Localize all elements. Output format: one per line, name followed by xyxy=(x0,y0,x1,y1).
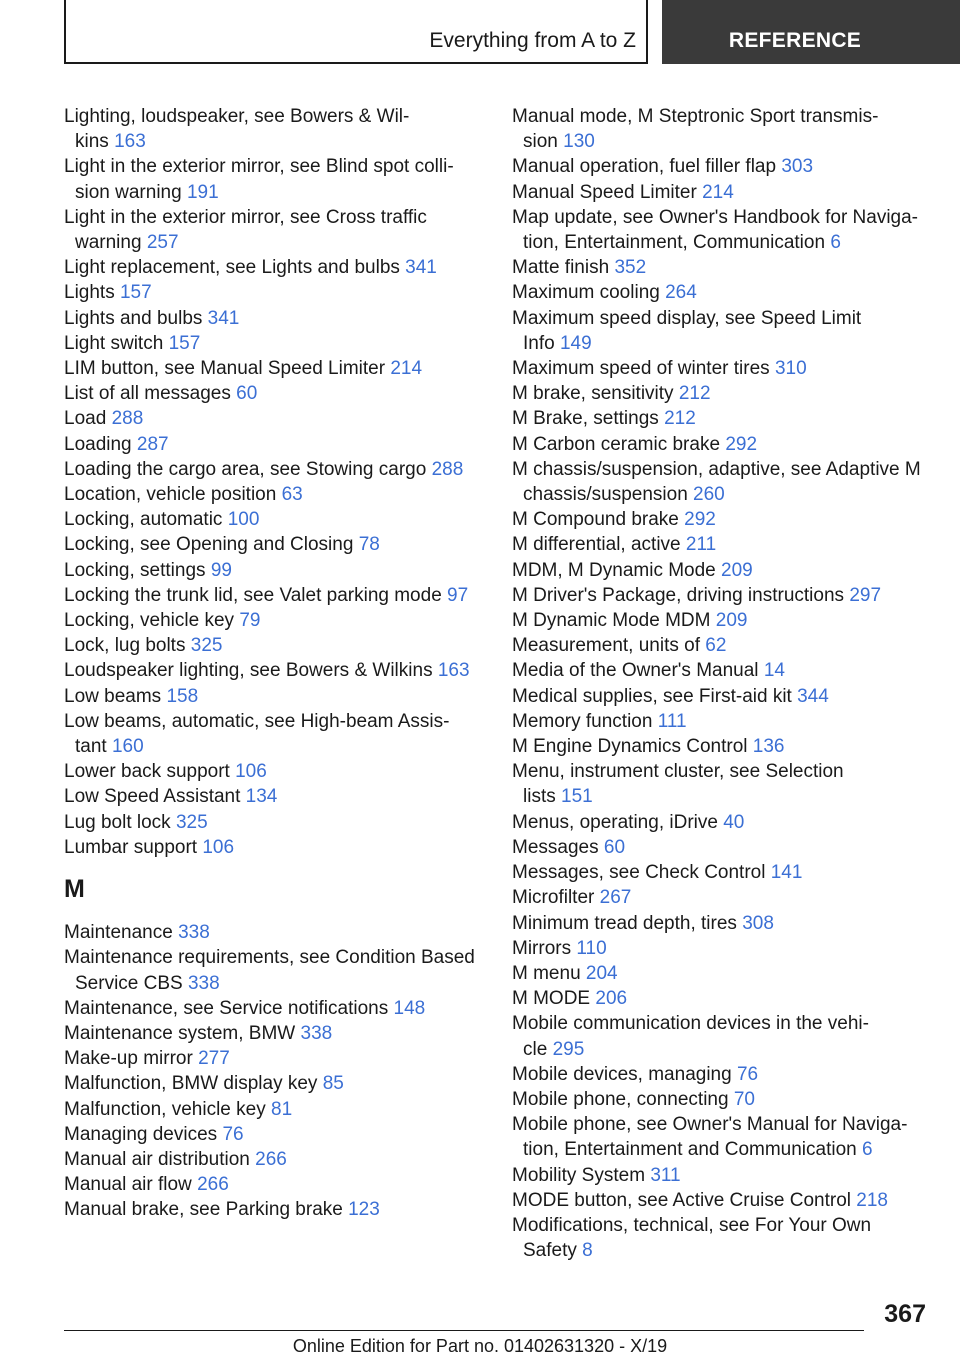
index-entry xyxy=(64,406,492,431)
entry-term: Malfunction, BMW display key xyxy=(64,1073,318,1095)
index-entry xyxy=(64,658,492,683)
page-link[interactable]: 295 xyxy=(552,1038,585,1060)
page-link[interactable]: 136 xyxy=(752,736,785,758)
entry-term-continued: tion, Entertainment, Communication xyxy=(523,232,826,254)
page-link[interactable]: 163 xyxy=(437,660,470,682)
index-entry xyxy=(512,885,932,910)
entry-term: Low beams xyxy=(64,685,162,707)
page-link[interactable]: 218 xyxy=(856,1189,888,1211)
entry-term: M MODE xyxy=(512,988,591,1010)
index-entry xyxy=(512,658,932,683)
index-entry xyxy=(64,835,492,860)
entry-term: Matte finish xyxy=(512,257,610,279)
index-entry xyxy=(512,911,932,936)
entry-term: M differential, active xyxy=(512,534,681,556)
page-link[interactable]: 149 xyxy=(559,332,592,354)
entry-term: Lighting, loudspeaker, see Bowers & Wil- xyxy=(64,106,410,127)
entry-term: Light in the exterior mirror, see Cross traffic xyxy=(64,206,427,228)
entry-term: Maximum speed of winter tires xyxy=(512,358,770,380)
page-link[interactable]: 6 xyxy=(862,1139,873,1161)
index-entry xyxy=(512,684,932,709)
page-link[interactable]: 85 xyxy=(322,1073,344,1095)
entry-term-continued: cle xyxy=(523,1038,548,1060)
index-entry xyxy=(64,558,492,583)
index-entry xyxy=(512,1213,932,1263)
index-entry xyxy=(512,558,932,583)
entry-term: M Driver's Package, driving instructions xyxy=(512,584,845,606)
entry-term: Minimum tread depth, tires xyxy=(512,912,737,934)
page-number: 367 xyxy=(884,1300,926,1328)
page-link[interactable]: 148 xyxy=(393,997,426,1019)
page-link[interactable]: 99 xyxy=(210,559,232,581)
page-link[interactable]: 292 xyxy=(684,509,716,531)
page-link[interactable]: 206 xyxy=(595,988,628,1010)
index-entry xyxy=(64,684,492,709)
page-link[interactable]: 338 xyxy=(187,972,220,994)
entry-term-continued: Service CBS xyxy=(75,972,183,994)
entry-term: Maximum cooling xyxy=(512,282,660,304)
entry-term: Microfilter xyxy=(512,887,595,909)
index-entry xyxy=(512,205,932,255)
entry-term: Load xyxy=(64,408,107,430)
entry-term: M Carbon ceramic brake xyxy=(512,433,721,455)
section-title: REFERENCE xyxy=(728,29,862,52)
entry-term: Managing devices xyxy=(64,1123,218,1145)
entry-term: Maintenance requirements, see Condition Based xyxy=(64,947,475,969)
entry-term: M Dynamic Mode MDM xyxy=(512,610,711,632)
index-entry xyxy=(64,1071,492,1096)
page-link[interactable]: 123 xyxy=(348,1199,380,1221)
entry-term: Lights and bulbs xyxy=(64,307,203,329)
index-entry xyxy=(64,255,492,280)
index-entry xyxy=(512,1112,932,1162)
page-link[interactable]: 60 xyxy=(236,383,258,405)
page-link[interactable]: 264 xyxy=(665,282,697,304)
page-link[interactable]: 267 xyxy=(599,887,632,909)
entry-term: Malfunction, vehicle key xyxy=(64,1098,266,1120)
page-link[interactable]: 311 xyxy=(650,1164,681,1186)
page-link[interactable]: 134 xyxy=(245,786,278,808)
entry-term: Menu, instrument cluster, see Selection xyxy=(512,761,844,783)
index-entry xyxy=(64,633,492,658)
entry-term: MDM, M Dynamic Mode xyxy=(512,559,716,581)
entry-term: Mobile phone, connecting xyxy=(512,1088,729,1110)
index-entry xyxy=(64,457,492,482)
entry-term: Lock, lug bolts xyxy=(64,635,186,657)
entry-term: Manual operation, fuel filler flap xyxy=(512,156,777,178)
page-link[interactable]: 158 xyxy=(166,685,199,707)
entry-term: Map update, see Owner's Handbook for Naviga- xyxy=(512,206,919,228)
index-entry xyxy=(64,1122,492,1147)
page-link[interactable]: 6 xyxy=(830,232,841,254)
entry-term-continued: warning xyxy=(75,232,142,254)
index-entry xyxy=(64,709,492,759)
entry-term-continued: sion warning xyxy=(75,181,182,203)
page-link[interactable]: 191 xyxy=(186,181,219,203)
page-link[interactable]: 257 xyxy=(146,232,179,254)
index-entry xyxy=(64,154,492,204)
chapter-tab xyxy=(64,0,648,64)
index-entry xyxy=(512,961,932,986)
page-link[interactable]: 214 xyxy=(702,181,734,203)
page-link[interactable]: 157 xyxy=(168,332,201,354)
index-entry xyxy=(512,860,932,885)
index-entry xyxy=(64,1097,492,1122)
page-link[interactable]: 211 xyxy=(685,534,717,556)
index-entry xyxy=(64,1021,492,1046)
index-entry xyxy=(64,306,492,331)
entry-term: Locking, vehicle key xyxy=(64,610,235,632)
index-entry xyxy=(512,381,932,406)
entry-term: Light replacement, see Lights and bulbs xyxy=(64,257,400,279)
index-entry xyxy=(512,457,932,507)
page-header xyxy=(64,0,960,64)
page-link[interactable]: 60 xyxy=(603,836,626,858)
index-entry xyxy=(512,734,932,759)
entry-term: Mobile devices, managing xyxy=(512,1063,732,1085)
entry-term: Mobile communication devices in the vehi- xyxy=(512,1013,869,1035)
index-entry xyxy=(64,996,492,1021)
index-entry xyxy=(512,1087,932,1112)
page-link[interactable]: 209 xyxy=(715,610,748,632)
page-link[interactable]: 266 xyxy=(255,1148,287,1170)
entry-term: Loudspeaker lighting, see Bowers & Wilkins xyxy=(64,660,433,682)
page-link[interactable]: 78 xyxy=(358,534,380,556)
index-column-left xyxy=(64,104,492,1223)
entry-term: M chassis/suspension, adaptive, see Adaptive M xyxy=(512,458,921,480)
entry-term-continued: tion, Entertainment and Communication xyxy=(523,1139,857,1161)
entry-term: Messages, see Check Control xyxy=(512,862,766,884)
entry-term: Locking, settings xyxy=(64,559,206,581)
footer-divider xyxy=(64,1330,864,1331)
page-link[interactable]: 97 xyxy=(447,584,469,606)
entry-term: Mobile phone, see Owner's Manual for Naviga- xyxy=(512,1114,908,1136)
index-entry xyxy=(64,1172,492,1197)
page-link[interactable]: 310 xyxy=(774,358,807,380)
index-entry xyxy=(512,1188,932,1213)
index-entry xyxy=(512,532,932,557)
page-link[interactable]: 288 xyxy=(431,458,464,480)
page-link[interactable]: 338 xyxy=(300,1022,333,1044)
page-link[interactable]: 212 xyxy=(664,408,696,430)
index-entry xyxy=(512,406,932,431)
index-column-right xyxy=(512,104,932,1263)
index-entry xyxy=(64,507,492,532)
page-link[interactable]: 287 xyxy=(136,433,169,455)
index-entry xyxy=(64,920,492,945)
footer-edition: Online Edition for Part no. 01402631320 - X/19 xyxy=(292,1336,668,1356)
index-entry xyxy=(512,633,932,658)
index-entry xyxy=(64,784,492,809)
page-link[interactable]: 204 xyxy=(585,962,618,984)
page-link[interactable]: 325 xyxy=(190,635,223,657)
entry-term: M Brake, settings xyxy=(512,408,659,430)
page-link[interactable]: 81 xyxy=(271,1098,293,1120)
entry-term: LIM button, see Manual Speed Limiter xyxy=(64,358,386,380)
entry-term: Manual brake, see Parking brake xyxy=(64,1199,343,1221)
entry-term: Make-up mirror xyxy=(64,1048,193,1070)
index-entry xyxy=(512,759,932,809)
section-tab xyxy=(662,0,960,64)
entry-term-continued: chassis/suspension xyxy=(523,484,688,506)
page-link[interactable]: 209 xyxy=(721,559,753,581)
page-link[interactable]: 352 xyxy=(614,257,647,279)
page-link[interactable]: 106 xyxy=(202,836,235,858)
page-link[interactable]: 141 xyxy=(770,862,803,884)
page-link[interactable]: 325 xyxy=(175,811,208,833)
entry-term: Locking, automatic xyxy=(64,509,223,531)
entry-term: Locking, see Opening and Closing xyxy=(64,534,354,556)
entry-term: List of all messages xyxy=(64,383,231,405)
page-link[interactable]: 288 xyxy=(111,408,144,430)
index-entry xyxy=(64,205,492,255)
entry-term: Manual Speed Limiter xyxy=(512,181,697,203)
page-link[interactable]: 62 xyxy=(705,635,727,657)
page-link[interactable]: 76 xyxy=(222,1123,244,1145)
page-link[interactable]: 260 xyxy=(693,484,725,506)
index-entry xyxy=(64,331,492,356)
page-link[interactable]: 266 xyxy=(197,1174,229,1196)
index-entry xyxy=(512,255,932,280)
entry-term: Lug bolt lock xyxy=(64,811,171,833)
chapter-title: Everything from A to Z xyxy=(429,29,636,52)
entry-term: Low beams, automatic, see High-beam Assis- xyxy=(64,710,450,732)
entry-term-continued: sion xyxy=(523,131,558,153)
entry-term: Manual mode, M Steptronic Sport transmis- xyxy=(512,106,879,127)
index-entry xyxy=(512,1062,932,1087)
page-link[interactable]: 292 xyxy=(725,433,758,455)
entry-term: M brake, sensitivity xyxy=(512,383,674,405)
page-link[interactable]: 341 xyxy=(405,257,437,279)
index-entry xyxy=(64,280,492,305)
page-link[interactable]: 8 xyxy=(582,1240,593,1262)
entry-term-continued: lists xyxy=(523,786,556,808)
entry-term: Menus, operating, iDrive xyxy=(512,811,718,833)
index-entry xyxy=(64,583,492,608)
index-entry xyxy=(64,381,492,406)
index-list-m-continued xyxy=(512,104,932,1263)
entry-term-continued: tant xyxy=(75,736,107,758)
page-link[interactable]: 110 xyxy=(576,937,607,959)
index-entry xyxy=(64,482,492,507)
index-entry xyxy=(512,936,932,961)
index-entry xyxy=(512,810,932,835)
index-entry xyxy=(64,945,492,995)
entry-term: Maintenance, see Service notifications xyxy=(64,997,389,1019)
page-link[interactable]: 70 xyxy=(733,1088,755,1110)
page-link[interactable]: 160 xyxy=(111,736,144,758)
entry-term: Maintenance xyxy=(64,922,173,944)
index-entry xyxy=(512,356,932,381)
index-entry xyxy=(512,709,932,734)
page-link[interactable]: 214 xyxy=(390,358,423,380)
index-entry xyxy=(64,432,492,457)
entry-term: M menu xyxy=(512,962,581,984)
index-entry xyxy=(64,1197,492,1222)
index-entry xyxy=(64,608,492,633)
entry-term-continued: kins xyxy=(75,131,109,153)
index-entry xyxy=(512,1011,932,1061)
page-link[interactable]: 14 xyxy=(763,660,785,682)
entry-term-continued: Info xyxy=(523,332,555,354)
entry-term: Lower back support xyxy=(64,761,230,783)
index-entry xyxy=(512,608,932,633)
entry-term: Maintenance system, BMW xyxy=(64,1022,296,1044)
index-entry xyxy=(64,532,492,557)
index-entry xyxy=(512,835,932,860)
index-entry xyxy=(512,180,932,205)
page-link[interactable]: 79 xyxy=(239,610,261,632)
page-link[interactable]: 297 xyxy=(849,584,882,606)
index-entry xyxy=(64,356,492,381)
page-link[interactable]: 212 xyxy=(678,383,711,405)
page-link[interactable]: 338 xyxy=(178,922,210,944)
index-entry xyxy=(512,306,932,356)
page-link[interactable]: 130 xyxy=(563,131,595,153)
index-entry xyxy=(64,104,492,154)
index-entry xyxy=(64,1147,492,1172)
index-entry xyxy=(512,507,932,532)
page-link[interactable]: 303 xyxy=(781,156,814,178)
page-link[interactable]: 344 xyxy=(797,685,829,707)
entry-term: Loading xyxy=(64,433,132,455)
page-link[interactable]: 157 xyxy=(119,282,152,304)
page-link[interactable]: 100 xyxy=(227,509,260,531)
index-entry xyxy=(512,583,932,608)
entry-term: Media of the Owner's Manual xyxy=(512,660,759,682)
entry-term: M Compound brake xyxy=(512,509,679,531)
entry-term: Mirrors xyxy=(512,937,572,959)
index-entry xyxy=(512,280,932,305)
index-entry xyxy=(512,154,932,179)
page-link[interactable]: 308 xyxy=(742,912,774,934)
index-list-l xyxy=(64,104,492,860)
entry-term: Modifications, technical, see For Your Own xyxy=(512,1214,872,1236)
index-list-m xyxy=(64,920,492,1222)
entry-term: Manual air distribution xyxy=(64,1148,250,1170)
page-link[interactable]: 40 xyxy=(723,811,745,833)
index-entry xyxy=(512,986,932,1011)
entry-term: Lumbar support xyxy=(64,836,198,858)
entry-term: Loading the cargo area, see Stowing cargo xyxy=(64,458,427,480)
entry-term: Maximum speed display, see Speed Limit xyxy=(512,307,862,329)
entry-term: Lights xyxy=(64,282,115,304)
entry-term: Low Speed Assistant xyxy=(64,786,241,808)
page-link[interactable]: 76 xyxy=(736,1063,759,1085)
entry-term: Locking the trunk lid, see Valet parking mode xyxy=(64,584,442,606)
index-entry xyxy=(64,810,492,835)
page-link[interactable]: 63 xyxy=(281,484,303,506)
entry-term: Manual air flow xyxy=(64,1174,192,1196)
entry-term: M Engine Dynamics Control xyxy=(512,736,748,758)
section-letter: M xyxy=(64,875,85,904)
entry-term: Messages xyxy=(512,836,599,858)
index-entry xyxy=(512,1163,932,1188)
entry-term: Light switch xyxy=(64,332,164,354)
entry-term: MODE button, see Active Cruise Control xyxy=(512,1189,851,1211)
index-entry xyxy=(512,104,932,154)
entry-term: Measurement, units of xyxy=(512,635,700,657)
entry-term-continued: Safety xyxy=(523,1240,577,1262)
entry-term: Medical supplies, see First-aid kit xyxy=(512,685,792,707)
index-entry xyxy=(64,1046,492,1071)
entry-term: Mobility System xyxy=(512,1164,646,1186)
page-link[interactable]: 111 xyxy=(657,710,687,732)
page-link[interactable]: 341 xyxy=(207,307,240,329)
entry-term: Memory function xyxy=(512,710,653,732)
index-entry xyxy=(64,759,492,784)
page-link[interactable]: 106 xyxy=(235,761,267,783)
page-link[interactable]: 277 xyxy=(198,1048,230,1070)
entry-term: Location, vehicle position xyxy=(64,484,277,506)
index-entry xyxy=(512,432,932,457)
page-link[interactable]: 163 xyxy=(114,131,146,153)
entry-term: Light in the exterior mirror, see Blind spot colli- xyxy=(64,156,454,178)
page-link[interactable]: 151 xyxy=(561,786,593,808)
